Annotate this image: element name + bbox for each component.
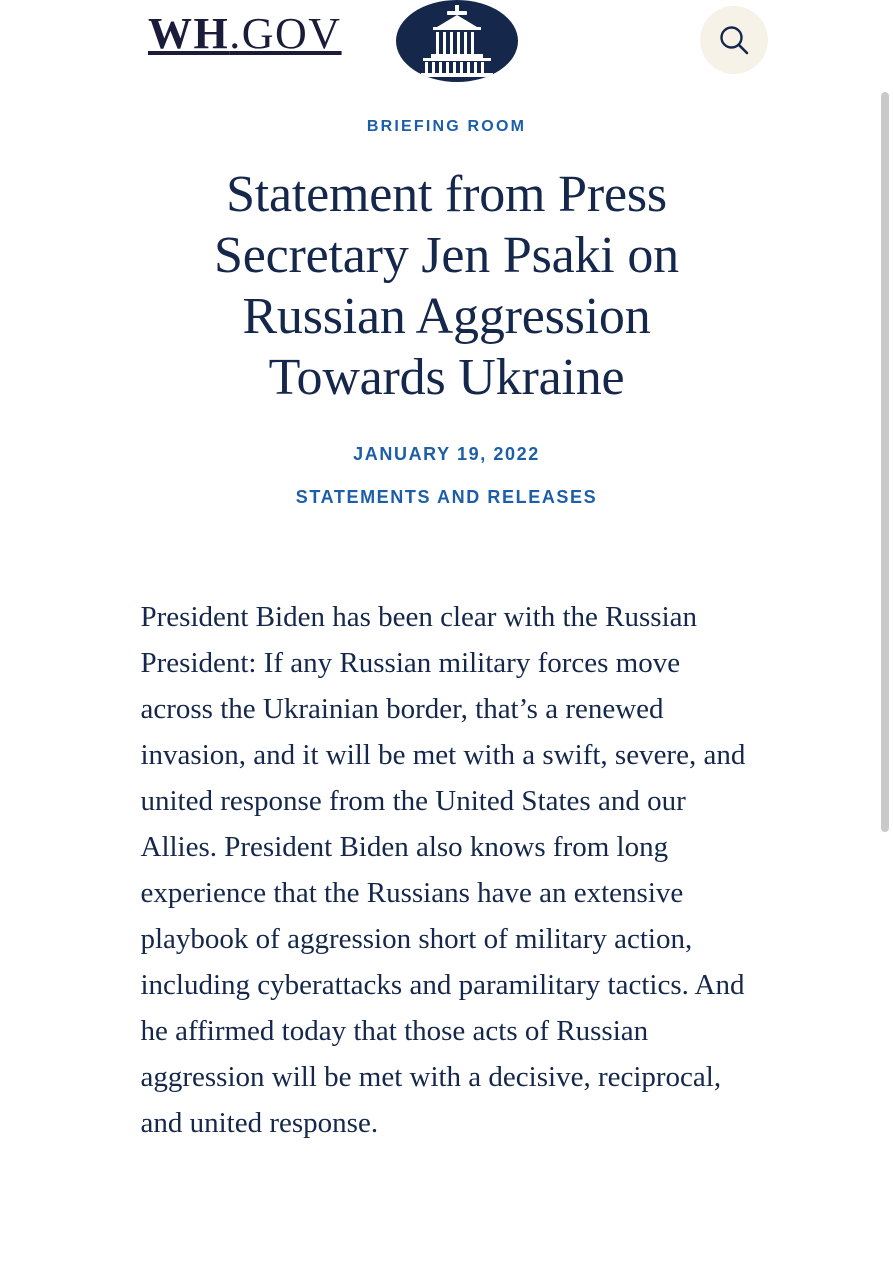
article-meta (0, 444, 893, 508)
breadcrumb-briefing-room[interactable]: BRIEFING ROOM (366, 118, 527, 135)
article (0, 118, 893, 1146)
vertical-scrollbar[interactable] (881, 92, 889, 1272)
wordmark-suffix: .GOV (229, 9, 342, 58)
white-house-seal-icon[interactable] (396, 0, 518, 82)
search-icon (717, 23, 751, 57)
scrollbar-thumb[interactable] (881, 92, 889, 832)
wordmark-prefix: WH (148, 9, 230, 58)
publish-date: JANUARY 19, 2022 (353, 444, 540, 464)
article-paragraph: President Biden has been clear with the Russian President: If any Russian military forces move across the Ukrainian border, that’s a renewed invasion, and it will be met with a swift, severe, and united response from the United States and our Allies. President Biden also knows from long experience that the Russians have an extensive playbook of aggression short of military action, including cyberattacks and paramilitary tactics. And he affirmed today that those acts of Russian aggression will be met with a decisive, reciprocal, and united response. (140, 601, 746, 1139)
category-link-statements-and-releases[interactable]: STATEMENTS AND RELEASES (295, 487, 598, 507)
site-header (0, 0, 893, 86)
page-title: Statement from Press Secretary Jen Psaki on Russian Aggression Towards Ukraine (214, 166, 679, 406)
search-button[interactable] (700, 6, 768, 74)
site-logo-wordmark[interactable] (148, 8, 342, 59)
article-body (141, 594, 753, 1146)
